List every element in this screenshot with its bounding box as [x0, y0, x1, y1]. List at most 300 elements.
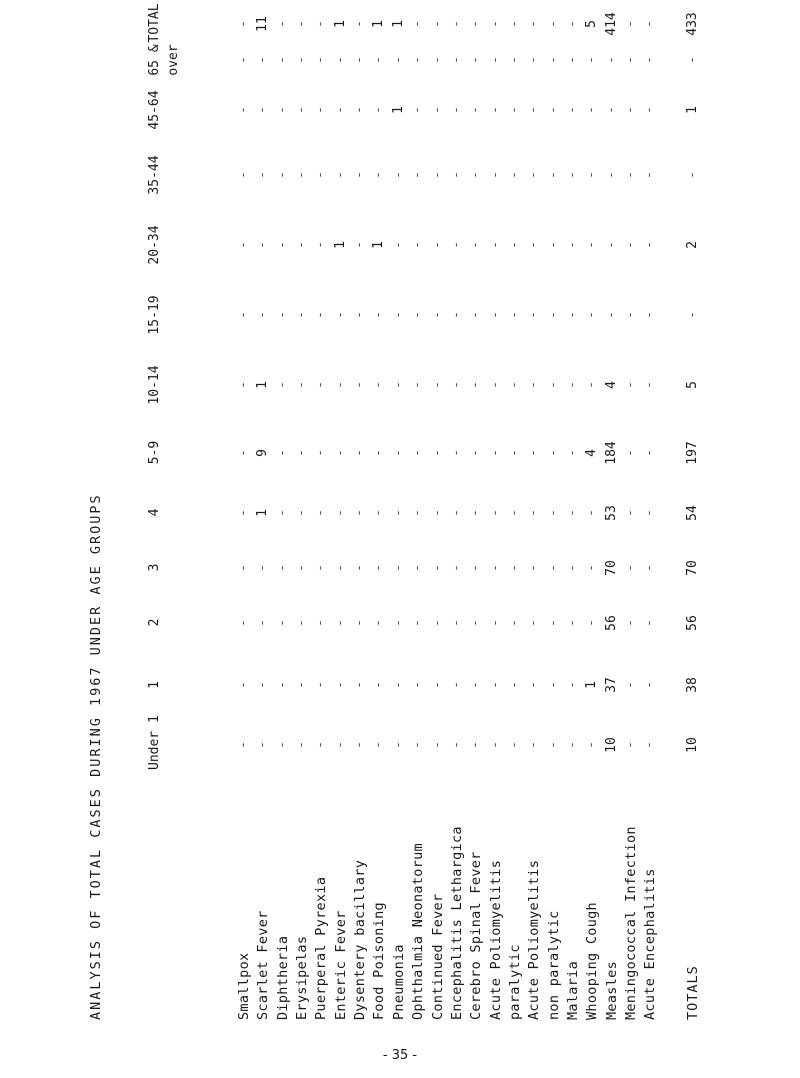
- table-cell: 11: [255, 16, 271, 32]
- table-cell: -: [487, 20, 503, 28]
- row-label: Acute Poliomyelitis: [487, 859, 504, 1020]
- table-cell: 4: [584, 449, 600, 457]
- table-cell: -: [642, 741, 658, 749]
- table-cell: -: [584, 741, 600, 749]
- table-cell: -: [274, 564, 290, 572]
- table-cell: -: [390, 564, 406, 572]
- table-cell: 414: [603, 12, 619, 36]
- table-cell: -: [274, 681, 290, 689]
- table-cell: -: [642, 241, 658, 249]
- table-cell: -: [603, 56, 619, 64]
- table-cell: -: [642, 449, 658, 457]
- table-cell: -: [332, 564, 348, 572]
- table-cell: -: [313, 509, 329, 517]
- col-header-3: [145, 540, 185, 595]
- table-cell: -: [332, 619, 348, 627]
- table-cell: -: [410, 171, 426, 179]
- table-cell: -: [352, 171, 368, 179]
- col-header-45-64-text: 45-64: [147, 90, 162, 130]
- table-cell: -: [448, 106, 464, 114]
- table-cell: -: [410, 681, 426, 689]
- table-cell: -: [371, 741, 387, 749]
- table-cell: -: [352, 564, 368, 572]
- table-cell: -: [274, 509, 290, 517]
- totals-cell: 1: [685, 106, 700, 114]
- table-cell: -: [468, 241, 484, 249]
- table-cell: -: [274, 741, 290, 749]
- table-cell: -: [313, 741, 329, 749]
- table-cell: -: [545, 56, 561, 64]
- table-cell: -: [642, 171, 658, 179]
- table-cell: -: [584, 311, 600, 319]
- table-cell: -: [545, 106, 561, 114]
- table-cell: -: [410, 509, 426, 517]
- table-cell: -: [313, 311, 329, 319]
- table-cell: -: [487, 56, 503, 64]
- totals-cell: 197: [685, 441, 700, 465]
- table-cell: -: [313, 20, 329, 28]
- row-label: Acute Poliomyelitis: [526, 859, 543, 1020]
- table-cell: -: [255, 171, 271, 179]
- table-cell: -: [255, 311, 271, 319]
- table-cell: -: [448, 741, 464, 749]
- table-cell: -: [448, 509, 464, 517]
- table-cell: -: [584, 564, 600, 572]
- table-cell: -: [274, 381, 290, 389]
- col-header-35-44: [145, 140, 185, 210]
- col-header-1-text: 1: [147, 681, 162, 689]
- table-cell: -: [564, 741, 580, 749]
- row-label: Diphtheria: [274, 935, 291, 1020]
- table-cell: -: [564, 381, 580, 389]
- table-cell: -: [313, 171, 329, 179]
- table-cell: -: [332, 56, 348, 64]
- table-cell: -: [468, 381, 484, 389]
- table-cell: -: [468, 564, 484, 572]
- table-cell: -: [429, 681, 445, 689]
- table-cell: -: [526, 106, 542, 114]
- col-header-65-text: 65 &: [147, 44, 162, 76]
- table-cell: -: [352, 311, 368, 319]
- table-cell: -: [623, 311, 638, 319]
- table-cell: -: [506, 171, 522, 179]
- table-cell: -: [352, 741, 368, 749]
- table-cell: -: [603, 171, 619, 179]
- table-cell: -: [526, 241, 542, 249]
- col-header-20-34-text: 20-34: [147, 225, 162, 265]
- table-cell: -: [526, 564, 542, 572]
- table-cell: -: [506, 681, 522, 689]
- table-cell: -: [255, 619, 271, 627]
- table-cell: -: [332, 449, 348, 457]
- table-cell: -: [564, 449, 580, 457]
- table-cell: -: [642, 509, 658, 517]
- row-label: Whooping Cough: [584, 902, 601, 1020]
- table-cell: -: [545, 241, 561, 249]
- table-cell: -: [468, 20, 484, 28]
- table-cell: -: [487, 741, 503, 749]
- table-cell: -: [448, 564, 464, 572]
- table-cell: -: [352, 619, 368, 627]
- table-cell: 1: [371, 241, 387, 249]
- table-cell: -: [429, 20, 445, 28]
- row-label: Enteric Fever: [332, 910, 349, 1020]
- table-cell: -: [584, 381, 600, 389]
- table-cell: 1: [390, 20, 406, 28]
- table-cell: -: [564, 171, 580, 179]
- table-cell: -: [352, 56, 368, 64]
- table-cell: -: [352, 241, 368, 249]
- table-cell: -: [526, 449, 542, 457]
- totals-cell: 2: [685, 241, 700, 249]
- table-cell: -: [545, 449, 561, 457]
- table-cell: -: [429, 381, 445, 389]
- table-cell: -: [526, 311, 542, 319]
- table-cell: -: [352, 381, 368, 389]
- table-cell: -: [623, 564, 638, 572]
- table-cell: -: [410, 20, 426, 28]
- table-cell: -: [487, 619, 503, 627]
- table-cell: -: [429, 741, 445, 749]
- row-label: Scarlet Fever: [255, 910, 272, 1020]
- table-cell: -: [526, 20, 542, 28]
- table-cell: -: [410, 381, 426, 389]
- table-cell: -: [448, 20, 464, 28]
- table-cell: -: [313, 241, 329, 249]
- table-cell: -: [506, 509, 522, 517]
- table-cell: -: [371, 56, 387, 64]
- col-header-2: [145, 595, 185, 650]
- row-label: Meningococcal Infection: [623, 826, 639, 1020]
- col-header-15-19: [145, 280, 185, 350]
- col-header-10-14: [145, 350, 185, 420]
- table-cell: -: [236, 241, 251, 249]
- table-cell: 9: [255, 449, 271, 457]
- table-cell: -: [294, 106, 310, 114]
- table-cell: -: [506, 381, 522, 389]
- table-cell: -: [506, 20, 522, 28]
- table-cell: -: [487, 311, 503, 319]
- table-cell: -: [623, 241, 638, 249]
- table-cell: -: [564, 20, 580, 28]
- table-cell: -: [352, 20, 368, 28]
- table-cell: -: [313, 449, 329, 457]
- table-cell: -: [236, 564, 251, 572]
- table-cell: -: [506, 619, 522, 627]
- table-cell: -: [410, 311, 426, 319]
- table-cell: -: [410, 106, 426, 114]
- col-header-15-19-text: 15-19: [147, 295, 162, 335]
- table-cell: -: [564, 509, 580, 517]
- table-cell: -: [255, 681, 271, 689]
- table-cell: -: [410, 449, 426, 457]
- table-cell: -: [294, 741, 310, 749]
- row-label: Puerperal Pyrexia: [313, 876, 330, 1020]
- col-header-5-9-text: 5-9: [147, 440, 162, 465]
- table-cell: 10: [603, 737, 619, 753]
- col-header-45-64: [145, 75, 185, 145]
- table-cell: -: [584, 171, 600, 179]
- totals-cell: 54: [685, 505, 700, 521]
- table-cell: 37: [603, 677, 619, 693]
- row-label: non paralytic: [545, 910, 562, 1020]
- table-cell: -: [274, 241, 290, 249]
- table-cell: -: [526, 381, 542, 389]
- table-cell: -: [236, 20, 251, 28]
- table-cell: -: [448, 56, 464, 64]
- table-cell: -: [352, 509, 368, 517]
- table-cell: -: [506, 106, 522, 114]
- table-cell: 1: [255, 509, 271, 517]
- col-header-35-44-text: 35-44: [147, 155, 162, 195]
- table-cell: -: [352, 681, 368, 689]
- col-header-total-text: TOTAL: [147, 3, 162, 43]
- col-header-4-text: 4: [147, 508, 162, 517]
- table-cell: -: [371, 311, 387, 319]
- col-header-3-text: 3: [147, 563, 162, 572]
- table-cell: -: [410, 564, 426, 572]
- table-cell: -: [313, 381, 329, 389]
- table-cell: 1: [371, 20, 387, 28]
- table-cell: 1: [332, 241, 348, 249]
- table-cell: -: [294, 619, 310, 627]
- table-cell: -: [623, 509, 638, 517]
- table-cell: -: [448, 381, 464, 389]
- row-label: Malaria: [564, 961, 581, 1020]
- table-cell: -: [623, 20, 638, 28]
- table-cell: -: [332, 509, 348, 517]
- table-cell: -: [468, 509, 484, 517]
- table-cell: -: [274, 106, 290, 114]
- table-cell: -: [236, 311, 251, 319]
- table-cell: -: [371, 681, 387, 689]
- col-header-total: [145, 0, 185, 48]
- table-cell: -: [564, 311, 580, 319]
- table-cell: -: [623, 56, 638, 64]
- table-cell: -: [255, 56, 271, 64]
- table-cell: -: [429, 509, 445, 517]
- table-cell: -: [487, 509, 503, 517]
- totals-cell: 38: [685, 677, 700, 693]
- table-cell: -: [506, 241, 522, 249]
- table-cell: 1: [255, 381, 271, 389]
- table-cell: 184: [603, 441, 619, 465]
- table-cell: -: [236, 106, 251, 114]
- table-cell: -: [545, 741, 561, 749]
- table-cell: -: [468, 171, 484, 179]
- table-cell: -: [506, 741, 522, 749]
- table-cell: -: [468, 449, 484, 457]
- table-cell: -: [236, 741, 251, 749]
- table-cell: -: [429, 241, 445, 249]
- table-cell: -: [410, 619, 426, 627]
- table-cell: -: [294, 20, 310, 28]
- table-cell: -: [255, 741, 271, 749]
- table-cell: -: [236, 619, 251, 627]
- table-cell: -: [487, 241, 503, 249]
- table-cell: -: [429, 311, 445, 319]
- row-label: Erysipelas: [294, 935, 311, 1020]
- table-cell: -: [371, 619, 387, 627]
- table-cell: -: [313, 619, 329, 627]
- table-cell: -: [313, 564, 329, 572]
- table-cell: -: [487, 381, 503, 389]
- table-cell: -: [642, 311, 658, 319]
- table-cell: -: [371, 509, 387, 517]
- col-header-20-34: [145, 210, 185, 280]
- col-header-10-14-text: 10-14: [147, 365, 162, 405]
- col-header-2-text: 2: [147, 618, 162, 627]
- table-cell: -: [545, 509, 561, 517]
- table-cell: -: [642, 20, 658, 28]
- table-cell: -: [584, 106, 600, 114]
- table-cell: -: [390, 741, 406, 749]
- table-cell: -: [448, 311, 464, 319]
- table-cell: -: [294, 381, 310, 389]
- table-cell: -: [584, 56, 600, 64]
- table-cell: -: [390, 241, 406, 249]
- table-cell: -: [603, 106, 619, 114]
- table-cell: -: [448, 449, 464, 457]
- table-cell: 1: [332, 20, 348, 28]
- row-label: Measles: [603, 961, 620, 1020]
- table-cell: -: [623, 381, 638, 389]
- table-cell: -: [390, 619, 406, 627]
- table-cell: -: [332, 311, 348, 319]
- table-cell: -: [255, 241, 271, 249]
- row-label: Pneumonia: [390, 944, 407, 1020]
- table-cell: -: [468, 106, 484, 114]
- totals-cell: 56: [685, 615, 700, 631]
- table-cell: -: [545, 171, 561, 179]
- table-cell: -: [332, 106, 348, 114]
- table-cell: -: [487, 106, 503, 114]
- table-cell: 70: [603, 560, 619, 576]
- table-cell: -: [332, 681, 348, 689]
- table-cell: -: [410, 741, 426, 749]
- table-cell: -: [564, 106, 580, 114]
- table-cell: -: [468, 56, 484, 64]
- totals-cell: -: [685, 56, 700, 64]
- table-cell: -: [564, 619, 580, 627]
- table-cell: -: [390, 509, 406, 517]
- table-cell: -: [236, 381, 251, 389]
- table-cell: -: [526, 509, 542, 517]
- table-cell: -: [255, 564, 271, 572]
- table-cell: -: [545, 381, 561, 389]
- table-cell: -: [255, 106, 271, 114]
- table-cell: -: [313, 681, 329, 689]
- table-cell: -: [526, 171, 542, 179]
- table-cell: -: [468, 741, 484, 749]
- table-cell: -: [545, 681, 561, 689]
- table-cell: -: [545, 619, 561, 627]
- table-cell: -: [448, 241, 464, 249]
- col-header-5-9: [145, 420, 185, 485]
- table-cell: -: [429, 171, 445, 179]
- table-cell: -: [545, 20, 561, 28]
- table-cell: -: [294, 509, 310, 517]
- table-cell: -: [623, 449, 638, 457]
- table-cell: -: [506, 56, 522, 64]
- row-label: Ophthalmia Neonatorum: [410, 843, 427, 1020]
- table-cell: -: [468, 681, 484, 689]
- table-cell: -: [274, 20, 290, 28]
- table-cell: -: [623, 741, 638, 749]
- row-label: Dysentery bacillary: [352, 859, 369, 1020]
- row-label: Encephalitis Lethargica: [448, 826, 465, 1020]
- table-cell: -: [390, 681, 406, 689]
- col-header-1: [145, 650, 185, 720]
- table-cell: -: [410, 56, 426, 64]
- table-cell: -: [487, 171, 503, 179]
- table-cell: -: [448, 171, 464, 179]
- table-cell: -: [526, 681, 542, 689]
- table-cell: -: [294, 564, 310, 572]
- table-cell: -: [584, 619, 600, 627]
- table-cell: -: [236, 449, 251, 457]
- table-cell: -: [313, 56, 329, 64]
- table-cell: -: [545, 311, 561, 319]
- table-cell: -: [468, 619, 484, 627]
- table-cell: -: [390, 449, 406, 457]
- totals-cell: -: [685, 311, 700, 319]
- table-cell: 56: [603, 615, 619, 631]
- row-label: Smallpox: [236, 952, 252, 1020]
- table-cell: -: [526, 741, 542, 749]
- table-cell: -: [429, 564, 445, 572]
- table-cell: -: [274, 449, 290, 457]
- table-cell: -: [371, 171, 387, 179]
- table-cell: -: [390, 56, 406, 64]
- table-cell: -: [352, 449, 368, 457]
- col-header-under-1: [145, 715, 185, 770]
- table-cell: -: [274, 311, 290, 319]
- table-cell: -: [236, 509, 251, 517]
- table-cell: -: [294, 681, 310, 689]
- table-cell: -: [487, 564, 503, 572]
- table-cell: -: [294, 171, 310, 179]
- table-cell: -: [623, 171, 638, 179]
- table-cell: -: [371, 106, 387, 114]
- table-cell: 1: [390, 106, 406, 114]
- table-cell: -: [468, 311, 484, 319]
- row-label: Acute Encephalitis: [642, 868, 659, 1020]
- page-number: - 35 -: [382, 1048, 418, 1063]
- table-cell: -: [487, 449, 503, 457]
- table-cell: -: [564, 56, 580, 64]
- table-cell: -: [623, 106, 638, 114]
- table-cell: -: [294, 241, 310, 249]
- table-cell: -: [506, 564, 522, 572]
- row-label: paralytic: [506, 944, 523, 1020]
- table-cell: -: [332, 381, 348, 389]
- table-cell: 1: [584, 681, 600, 689]
- row-label: Cerebro Spinal Fever: [468, 851, 485, 1020]
- table-cell: -: [410, 241, 426, 249]
- table-cell: -: [526, 619, 542, 627]
- table-cell: -: [623, 681, 638, 689]
- col-header-over-text: over: [166, 44, 181, 76]
- table-cell: -: [506, 311, 522, 319]
- table-cell: -: [371, 449, 387, 457]
- totals-cell: -: [685, 171, 700, 179]
- table-cell: -: [236, 681, 251, 689]
- table-cell: 5: [584, 20, 600, 28]
- table-cell: -: [429, 619, 445, 627]
- table-cell: -: [352, 106, 368, 114]
- table-cell: -: [294, 449, 310, 457]
